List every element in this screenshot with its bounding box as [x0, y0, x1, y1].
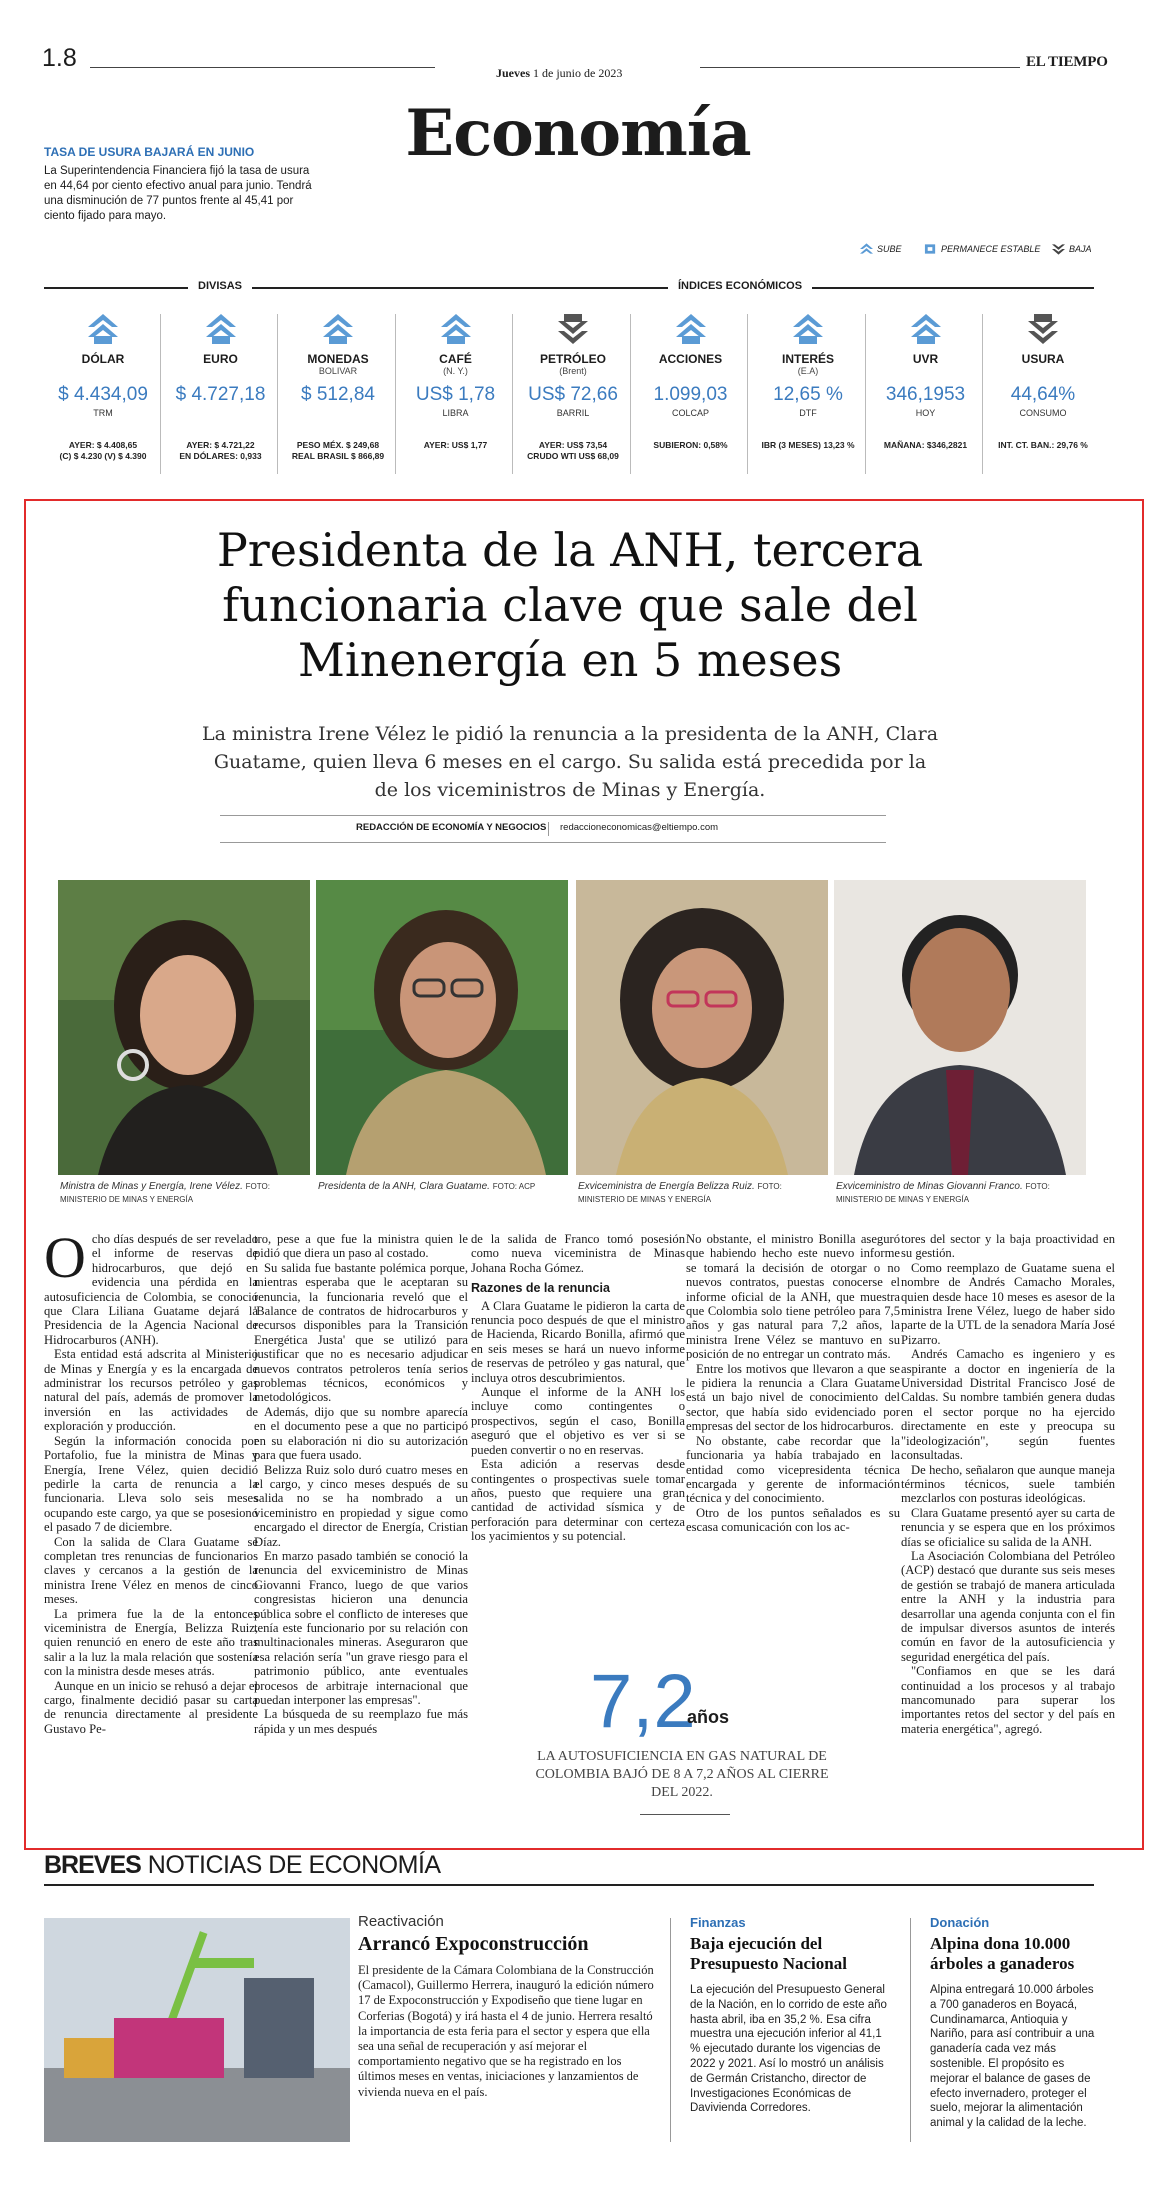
- brief-text: La ejecución del Presupuesto General de la Nación, en lo corrido de este año hasta abril, iba en 35,2 %. Esa cifra muestra una ejecución inferior al 41,1 % ejecutado durante los vigencias de 2022 y 2021. Así lo mostró un análisis de Germán Cristancho, director de Investigaciones Económicas de Davivienda Corredores.: [690, 1984, 887, 2115]
- trend-down-icon: [1028, 314, 1058, 344]
- brief-text: El presidente de la Cámara Colombiana de la Construcción (Camacol), Guillermo Herrera, inauguró la edición número 17 de Expoconstrucción y Expodiseño que tiene lugar en Corferias (Bogotá) y irá hasta el 4 de junio. Herrera resaltó la importancia de esta feria para el sector y espera que ella sea una señal de recuperación y así mejorar el comportamiento negativo que se ha registrado en los últimos meses en ventas, iniciaciones y lanzamientos de vivienda nueva en el país.: [358, 1963, 654, 2099]
- photo-clara-guatame: [316, 880, 568, 1175]
- indicator-monedas: [279, 302, 397, 474]
- indicator-footnote: AYER: $ 4.408,65 (C) $ 4.230 (V) $ 4.390: [59, 440, 147, 461]
- indicator-separator: [630, 314, 631, 474]
- indicator-value: 44,64%: [1010, 384, 1076, 405]
- indicator-sub: (N. Y.): [443, 366, 468, 376]
- header-rule-right: [700, 67, 1020, 68]
- byline-separator: [548, 822, 549, 836]
- indicator-separator: [982, 314, 983, 474]
- indicator-name: UVR: [912, 352, 939, 366]
- brief-finanzas: [690, 1915, 895, 2116]
- legend-up: SUBE: [860, 243, 902, 255]
- issue-date: Jueves 1 de junio de 2023: [496, 66, 623, 80]
- indicator-separator: [395, 314, 396, 474]
- legend-down: BAJA: [1052, 243, 1092, 255]
- indicator-separator: [277, 314, 278, 474]
- brief-title: Alpina dona 10.000 árboles a ganaderos: [930, 1934, 1075, 1973]
- page-number: 1.8: [42, 44, 77, 72]
- highlight-number: 7,2: [590, 1659, 696, 1744]
- brief-title: Baja ejecución del Presupuesto Nacional: [690, 1934, 847, 1973]
- body-paragraph: Además, dijo que su nombre aparecía en el documento pese a que no participó en su elaboración ni dio su autorización para que fuera usado.: [254, 1404, 468, 1463]
- body-paragraph: A Clara Guatame le pidieron la carta de renuncia poco después de que el ministro de Hacienda, Ricardo Bonilla, afirmó que en seis meses se hará un nuevo informe de reservas de petróleo y gas natural, que incluya otros descubrimientos.: [471, 1298, 685, 1385]
- indicator-value: $ 512,84: [301, 384, 375, 405]
- breves-separator-2: [910, 1918, 911, 2142]
- expoconstruccion-photo: [44, 1918, 350, 2142]
- byline-email[interactable]: redaccioneconomicas@eltiempo.com: [560, 822, 719, 833]
- indicator-footnote: AYER: US$ 1,77: [423, 440, 488, 450]
- article-deck: La ministra Irene Vélez le pidió la renuncia a la presidenta de la ANH, Clara Guatame, quien lleva 6 meses en el cargo. Su salida está precedida por la de los viceministros de Minas y Energía.: [201, 723, 939, 801]
- body-paragraph: Andrés Camacho es ingeniero y es aspirante a doctor en ingeniería de la Universidad Distrital Francisco José de Caldas. Su nombre también genera dudas en el sector porque no ha ejercido directamente en este y preocupa su "ideologización", según fuentes consultadas.: [901, 1347, 1115, 1463]
- body-paragraph: La Asociación Colombiana del Petróleo (ACP) destacó que durante sus seis meses de gestión se trabajó de manera articulada entre la ANH y la industria para desarrollar una agenda conjunta con el fin de impulsar diversos asuntos de interés común en favor de la autosuficiencia y seguridad energética del país.: [901, 1548, 1115, 1664]
- photo-giovanni-franco: [834, 880, 1086, 1175]
- indicator-name: PETRÓLEO: [539, 352, 606, 366]
- dropcap: O: [44, 1225, 86, 1290]
- body-column-4: [686, 1232, 900, 1535]
- trend-up-icon: [323, 314, 353, 344]
- indicator-value: 12,65 %: [773, 384, 843, 405]
- body-paragraph: Su salida fue bastante polémica porque, mientras esperaba que le aceptaran su renuncia, la funcionaria reveló que el 'Balance de contratos de hidrocarburos y recursos disponibles para la Transición Energética Justa' que se utilizó para justificar que no es necesario adjudicar nuevos contratos petroleros tenía serios problemas técnicos, económicos y metodológicos.: [254, 1260, 468, 1405]
- body-column-5: [901, 1232, 1115, 1736]
- indicator-separator: [512, 314, 513, 474]
- body-paragraph: Belizza Ruiz solo duró cuatro meses en el cargo, y cinco meses después de su salida no se ha nombrado a un viceministro en propiedad y sigue como encargado el director de Energía, Cristian Díaz.: [254, 1462, 468, 1549]
- indicator-footnote: AYER: US$ 73,54 CRUDO WTI US$ 68,09: [527, 440, 619, 461]
- indicator-petróleo: [514, 302, 632, 474]
- body-paragraph: Esta adición a reservas desde contingentes o prospectivas suele tomar años, puesto que requiere una gran cantidad de actividad sísmica y de perforación para determinar con certeza los yacimientos y su potencial.: [471, 1457, 685, 1544]
- byline-rule-bottom: [220, 842, 886, 843]
- trend-up-icon: [911, 314, 941, 344]
- trend-up-icon: [860, 243, 873, 255]
- body-paragraph: De hecho, señalaron que aunque maneja términos técnicos, suele también mezclarlos con posturas ideológicas.: [901, 1462, 1115, 1506]
- trend-up-icon: [88, 314, 118, 344]
- brief-kicker: Donación: [930, 1915, 990, 1930]
- indicator-footnote: SUBIERON: 0,58%: [653, 440, 728, 450]
- brief-text: Alpina entregará 10.000 árboles a 700 ganaderos en Boyacá, Cundinamarca, Antioquia y Nariño, para así contribuir a una ganadería cada vez más sostenible. El propósito es mejorar el balance de gases de efecto invernadero, proteger el suelo, mejorar la alimentación animal y la calidad de la leche.: [930, 1984, 1095, 2130]
- body-paragraph: En marzo pasado también se conoció la renuncia del exviceministro de Minas Giovanni Franco, luego de que varios congresistas hicieron una denuncia pública sobre el conflicto de intereses que tenía este funcionario por su relación con multinacionales mineras. Aseguraron que esa relación sería "un grave riesgo para el patrimonio público, ante eventuales procesos de arbitraje internacional que puedan interponer las empresas".: [254, 1548, 468, 1707]
- trend-up-icon: [441, 314, 471, 344]
- brief-donacion: [930, 1915, 1098, 2131]
- indicator-value: US$ 72,66: [528, 384, 618, 405]
- divisas-label: DIVISAS: [188, 280, 252, 292]
- indicator-uvr: [867, 302, 985, 474]
- indicator-unit: LIBRA: [442, 408, 469, 418]
- body-paragraph: Entre los motivos que llevaron a que se le pidiera la renuncia a Clara Guatame está un bajo nivel de conocimiento del sector, que había sido evidenciado por empresas del sector de los hidrocarburos.: [686, 1361, 900, 1434]
- indices-label: ÍNDICES ECONÓMICOS: [668, 280, 812, 292]
- indicator-footnote: AYER: $ 4.721,22 EN DÓLARES: 0,933: [179, 440, 262, 461]
- indicator-name: CAFÉ: [439, 352, 472, 366]
- indicator-sub: [44, 366, 162, 377]
- indicator-name: MONEDAS: [307, 352, 369, 366]
- caption-giovanni-franco: Exviceministro de Minas Giovanni Franco. FOTO: MINISTERIO DE MINAS Y ENERGÍA: [836, 1181, 1050, 1204]
- indicator-sub: [867, 366, 985, 377]
- caption-belizza-ruiz: Exviceministra de Energía Belizza Ruiz. FOTO: MINISTERIO DE MINAS Y ENERGÍA: [578, 1181, 782, 1204]
- indicator-name: EURO: [203, 352, 238, 366]
- body-paragraph: tores del sector y la baja proactividad en su gestión.: [901, 1232, 1115, 1261]
- highlight-text: LA AUTOSUFICIENCIA EN GAS NATURAL DE COLOMBIA BAJÓ DE 8 A 7,2 AÑOS AL CIERRE DEL 2022.: [535, 1749, 829, 1800]
- indicator-acciones: [632, 302, 750, 474]
- masthead-logo: EL TIEMPO: [1026, 54, 1108, 70]
- body-paragraph: Aunque el informe de la ANH los incluye como contingentes o prospectivos, según el caso, Bonilla aseguró que el objetivo es ver si se pueden convertir o no en reservas.: [471, 1385, 685, 1457]
- indicator-value: $ 4.434,09: [58, 384, 148, 405]
- indicator-unit: BARRIL: [556, 408, 590, 418]
- photo-belizza-ruiz: [576, 880, 828, 1175]
- breves-rule: [44, 1884, 1094, 1886]
- body-paragraph: No obstante, cabe recordar que la funcionaria ya había trabajado en la entidad como vicepresidenta técnica encargada y gerente de información técnica y del conocimiento.: [686, 1433, 900, 1506]
- caption-clara-guatame: Presidenta de la ANH, Clara Guatame. FOTO: ACP: [318, 1181, 536, 1192]
- body-paragraph: "Confiamos en que se les dará continuidad a los procesos y al trabajo mancomunado para superar los importantes retos del sector y del país en materia energética", agregó.: [901, 1664, 1115, 1736]
- brief-kicker: Finanzas: [690, 1915, 746, 1930]
- body-paragraph: La búsqueda de su reemplazo fue más rápida y un mes después: [254, 1707, 468, 1736]
- indicator-footnote: MAÑANA: $346,2821: [883, 440, 968, 450]
- body-column-3: de la salida de Franco tomó posesión como nueva viceministra de Minas Johana Rocha Gómez. Razones de la renuncia A Clara Guatame le pidieron la carta de renuncia poco después de que el ministro de Hacienda, Ricardo Bonilla, afirmó que en seis meses se hará un nuevo informe de reservas de petróleo y gas natural, que incluya otros descubrimientos. Aunque el informe de la ANH los incluye como contingentes o prospectivos, según el caso, Bonilla aseguró que el objetivo es ver si se pueden convertir o no en reservas. Esta adición a reservas desde contingentes o prospectivas suele tomar años, puesto que requiere una gran cantidad de actividad sísmica y de perforación para determinar con certeza los yacimientos y su potencial.: [471, 1232, 685, 1544]
- highlight-rule: [640, 1814, 730, 1815]
- indicator-separator: [865, 314, 866, 474]
- body-paragraph: Otro de los puntos señalados es su escasa comunicación con los ac-: [686, 1505, 900, 1535]
- indicator-unit: CONSUMO: [1019, 408, 1067, 418]
- indicator-sub: (E.A): [797, 366, 819, 376]
- header-rule-left: [90, 67, 435, 68]
- indicator-footnote: INT. CT. BAN.: 29,76 %: [998, 440, 1088, 450]
- indicator-name: DÓLAR: [81, 352, 125, 366]
- brief-title: Arrancó Expoconstrucción: [358, 1933, 589, 1955]
- brief-reactivacion: [358, 1913, 658, 2100]
- trend-up-icon: [206, 314, 236, 344]
- indicator-value: 346,1953: [885, 384, 966, 405]
- indicator-sub: [984, 366, 1102, 377]
- indicator-value: $ 4.727,18: [175, 384, 266, 405]
- indicator-name: INTERÉS: [781, 352, 834, 366]
- subheading-razones: Razones de la renuncia: [471, 1281, 610, 1296]
- body-paragraph: tro, pese a que fue la ministra quien le pidió que diera un paso al costado.: [254, 1232, 468, 1261]
- indicator-interés: [749, 302, 867, 474]
- indicator-value: 1.099,03: [653, 384, 728, 405]
- indicator-unit: COLCAP: [671, 408, 709, 418]
- indicator-name: ACCIONES: [658, 352, 723, 366]
- byline-rule-top: [220, 815, 886, 816]
- usura-title: TASA DE USURA BAJARÁ EN JUNIO: [44, 145, 255, 159]
- caption-irene-velez: Ministra de Minas y Energía, Irene Vélez. FOTO: MINISTERIO DE MINAS Y ENERGÍA: [60, 1181, 270, 1204]
- body-paragraph: Con la salida de Clara Guatame se completan tres renuncias de funcionarios claves y cercanos a la gestión de la ministra Irene Vélez en menos de cinco meses.: [44, 1534, 258, 1607]
- body-paragraph: Como reemplazo de Guatame suena el nombre de Andrés Camacho Morales, quien desde hace 10 meses es asesor de la ministra Irene Vélez, luego de haber sido parte de la UTL de la senadora María José Pizarro.: [901, 1260, 1115, 1347]
- body-paragraph: cho días después de ser revelado el informe de reservas de hidrocarburos, que dejó en evidencia una pérdida en la autosuficiencia de Colombia, se conoció que Clara Liliana Guatame dejará la Presidencia de la Agencia Nacional de Hidrocarburos (ANH).: [44, 1232, 258, 1347]
- trend-down-icon: [1052, 243, 1065, 255]
- usura-text: La Superintendencia Financiera fijó la tasa de usura en 44,64 por ciento efectivo anual para junio. Tendrá una disminución de 77 puntos frente al 45,41 por ciento fijado para mayo.: [44, 165, 312, 222]
- breves-title: BREVES NOTICIAS DE ECONOMÍA: [44, 1851, 441, 1879]
- indicator-footnote: IBR (3 MESES) 13,23 %: [761, 440, 855, 450]
- body-paragraph: Clara Guatame presentó ayer su carta de renuncia y se espera que en los próximos días se oficialice su salida de la ANH.: [901, 1505, 1115, 1549]
- photo-irene-velez: [58, 880, 310, 1175]
- trend-up-icon: [676, 314, 706, 344]
- indicator-café: [397, 302, 515, 474]
- indicator-euro: [162, 302, 280, 474]
- indicator-sub: BOLIVAR: [318, 366, 358, 376]
- indicator-unit: HOY: [915, 408, 936, 418]
- trend-stable-icon: [924, 243, 937, 255]
- body-paragraph: No obstante, el ministro Bonilla aseguró que habiendo hecho este nuevo informe se tomará la decisión de otorgar o no nuevos contratos, puestas conocerse el informe oficial de la ANH, que muestra que Colombia solo tiene petróleo para 7,5 años y gas natural para 7,2 años, la ministra Irene Vélez se mantuvo en su posición de no entregar un contrato más.: [686, 1232, 900, 1362]
- trend-up-icon: [793, 314, 823, 344]
- indicator-sub: (Brent): [559, 366, 587, 376]
- byline-desk: REDACCIÓN DE ECONOMÍA Y NEGOCIOS: [356, 822, 547, 833]
- brief-kicker: Reactivación: [358, 1913, 444, 1930]
- body-column-1: [44, 1225, 258, 1736]
- indicator-footnote: PESO MÉX. $ 249,68 REAL BRASIL $ 866,89: [291, 440, 385, 461]
- body-paragraph: La primera fue la de la entonces viceministra de Energía, Belizza Ruiz, quien renunció en enero de este año tras salir a la luz la mala relación que sostenía con la ministra desde meses atrás.: [44, 1606, 258, 1679]
- indicator-value: US$ 1,78: [415, 384, 496, 405]
- indicator-name: USURA: [1021, 352, 1065, 366]
- section-title: Economía: [405, 96, 751, 171]
- indicator-separator: [747, 314, 748, 474]
- trend-down-icon: [558, 314, 588, 344]
- breves-separator-1: [670, 1918, 671, 2142]
- indicator-sub: [632, 366, 750, 377]
- indicator-usura: [984, 302, 1102, 474]
- article-headline: Presidenta de la ANH, tercera funcionaria clave que sale del Minenergía en 5 meses: [216, 523, 924, 687]
- indicator-unit: TRM: [93, 408, 113, 418]
- indicator-unit: DTF: [799, 408, 817, 418]
- highlight-unit: años: [687, 1707, 730, 1727]
- indicator-sub: [162, 366, 280, 377]
- indicator-dólar: [44, 302, 162, 474]
- body-paragraph: Aunque en un inicio se rehusó a dejar el cargo, finalmente decidió pasar su carta de renuncia directamente al presidente Gustavo Pe-: [44, 1678, 258, 1736]
- indicator-separator: [160, 314, 161, 474]
- body-paragraph: Según la información conocida por Portafolio, fue la ministra de Minas y Energía, Irene Vélez, quien decidió pedirle la carta de renuncia a la funcionaria. Lleva solo seis meses ocupando este cargo, ya que se posesionó el pasado 7 de diciembre.: [44, 1433, 258, 1535]
- body-column-2: [254, 1232, 468, 1736]
- legend-stable: PERMANECE ESTABLE: [924, 243, 1040, 255]
- body-paragraph: Esta entidad está adscrita al Ministerio de Minas y Energía y es la encargada de administrar los recursos petróleo y gas natural del país, además de promover la inversión en las actividades de exploración y producción.: [44, 1347, 258, 1434]
